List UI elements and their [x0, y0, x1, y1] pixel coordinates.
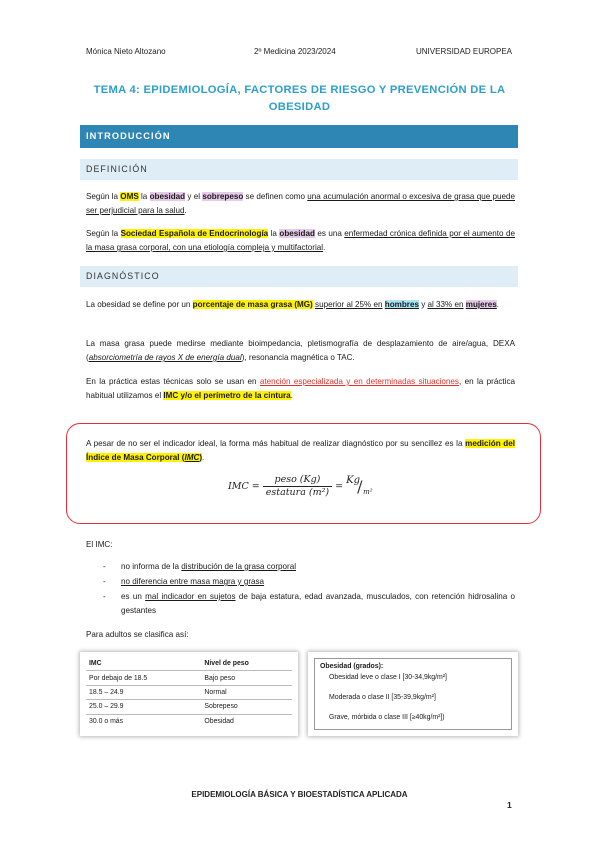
imc-list-item-1: [121, 560, 515, 574]
subsection-diagnostico: DIAGNÓSTICO: [80, 266, 518, 287]
text: .: [496, 300, 500, 309]
table-cell: 18.5 – 24.9: [86, 685, 201, 699]
underlined-threshold: al 33% en: [427, 300, 464, 309]
underlined-text: distribución de la grasa corporal: [181, 562, 297, 571]
text: la: [268, 229, 280, 238]
text: y: [418, 300, 428, 309]
table-row: [86, 700, 292, 714]
table-cell: Sobrepeso: [201, 700, 292, 714]
text: Según la: [86, 229, 121, 238]
formula-lhs: IMC =: [228, 481, 260, 492]
text: medición del Índice de Masa Corporal (: [86, 439, 515, 462]
header-author: Mónica Nieto Altozano: [86, 47, 166, 56]
imc-classification-table: [80, 652, 298, 736]
table-cell: Por debajo de 18.5: [86, 671, 201, 685]
title-line-1: TEMA 4: EPIDEMIOLOGÍA, FACTORES DE RIESGO Y PREVENCIÓN DE LA: [93, 84, 506, 96]
table-row: [86, 671, 292, 685]
text: se definen como: [243, 192, 308, 201]
red-underlined-text: atención especializada y en determinadas situaciones: [259, 377, 459, 386]
page-number: 1: [507, 800, 512, 810]
text: de baja estatura, edad avanzada, musculados, con retención hidrosalina o gestantes: [121, 592, 516, 615]
text: .: [290, 391, 293, 400]
dexa-expansion: absorciometría de rayos X de energía dual: [88, 353, 242, 362]
highlight-obesidad: obesidad: [279, 229, 315, 238]
obesity-grades-box: [314, 658, 512, 730]
highlight-hombres: hombres: [384, 300, 419, 309]
document-title: [70, 82, 529, 116]
subsection-definicion: DEFINICIÓN: [80, 159, 518, 180]
table-cell: 25.0 – 29.9: [86, 700, 201, 714]
imc-list-intro: El IMC:: [86, 540, 113, 549]
underlined-threshold: superior al 25% en: [315, 300, 383, 309]
text: La masa grasa puede medirse mediante bioimpedancia, pletismografía de desplazamiento de aire/agua, DEXA (: [86, 339, 515, 362]
imc-callout-text: [86, 437, 515, 465]
unit-m2: m²: [363, 487, 373, 496]
table-cell: Obesidad: [201, 714, 292, 728]
text: no informa de la: [121, 562, 182, 571]
diagnosis-methods-paragraph: [86, 337, 515, 365]
grade-item: Moderada o clase II [35-39,9kg/m²]: [329, 694, 436, 701]
definition-oms-paragraph: [86, 190, 515, 218]
list-dash: -: [103, 592, 106, 601]
imc-formula: [228, 474, 374, 499]
text: es un: [121, 592, 146, 601]
text: la: [138, 192, 150, 201]
text: .: [184, 206, 187, 215]
text: ), resonancia magnética o TAC.: [241, 353, 355, 362]
text: , en la práctica habitual utilizamos el: [86, 377, 515, 400]
underlined-text: no diferencia entre masa magra y grasa: [121, 577, 265, 586]
section-introduccion: INTRODUCCIÓN: [80, 125, 518, 148]
underlined-definition: una acumulación anormal o excesiva de grasa que puede ser perjudicial para la salud: [86, 192, 515, 215]
adults-classification-label: Para adultos se clasifica así:: [86, 630, 189, 639]
highlight-sobrepeso: sobrepeso: [202, 192, 244, 201]
text: y el: [185, 192, 203, 201]
formula-equals: =: [335, 481, 344, 492]
table-header-cell: IMC: [89, 660, 102, 668]
footer-subject: EPIDEMIOLOGÍA BÁSICA Y BIOESTADÍSTICA APLICADA: [191, 790, 408, 799]
text: Según la: [86, 192, 121, 201]
text: A pesar de no ser el indicador ideal, la forma más habitual de realizar diagnóstico por su sencillez es la: [86, 439, 466, 448]
diagnosis-mg-paragraph: [86, 298, 515, 312]
underlined-text: mal indicador en sujetos: [145, 592, 236, 601]
list-dash: -: [103, 577, 106, 586]
list-dash: -: [103, 562, 106, 571]
text: En la práctica estas técnicas solo se usan en: [86, 377, 260, 386]
definition-seen-paragraph: [86, 227, 515, 255]
imc-table: [86, 657, 292, 728]
formula-fraction: [263, 474, 332, 499]
highlight-mujeres: mujeres: [465, 300, 497, 309]
slash-glyph: /: [357, 476, 363, 496]
text: La obesidad se define por un: [86, 300, 193, 309]
imc-list-item-2: [121, 575, 515, 589]
grade-item: Grave, mórbida o clase III [≥40kg/m²]): [329, 714, 445, 721]
unit-kg: Kg: [346, 474, 361, 486]
diagnosis-practice-paragraph: [86, 375, 515, 403]
table-cell: Normal: [201, 685, 292, 699]
header-university: UNIVERSIDAD EUROPEA: [416, 47, 513, 56]
title-line-2: OBESIDAD: [268, 101, 331, 113]
table-row: [86, 685, 292, 699]
text: .: [202, 453, 205, 462]
grade-item: Obesidad leve o clase I [30-34,9kg/m²]: [329, 674, 447, 681]
obesity-grades-panel: [308, 652, 518, 736]
table-row: [86, 714, 292, 728]
highlight-masa-grasa: porcentaje de masa grasa (MG): [192, 300, 313, 309]
header-course: 2º Medicina 2023/2024: [254, 47, 336, 56]
highlight-obesidad: obesidad: [149, 192, 186, 201]
imc-list-item-3: [121, 590, 515, 618]
formula-numerator: peso (Kg): [263, 474, 332, 487]
table-header-row: [86, 657, 292, 671]
formula-unit: [346, 475, 374, 499]
highlight-oms: OMS: [120, 192, 139, 201]
table-cell: 30.0 o más: [86, 714, 201, 728]
table-header-cell: Nivel de peso: [204, 660, 249, 668]
text: es una: [314, 229, 345, 238]
imc-abbrev: IMC: [184, 453, 200, 462]
text: .: [323, 243, 326, 252]
text: ): [199, 453, 203, 462]
grades-title: Obesidad (grados):: [320, 663, 384, 670]
highlight-imc-cintura: IMC y/o el perímetro de la cintura: [163, 391, 291, 400]
underlined-definition: enfermedad crónica definida por el aumento de la masa grasa corporal, con una etiología compleja y multifactorial: [86, 229, 515, 252]
formula-denominator: estatura (m²): [265, 487, 330, 498]
highlight-seen: Sociedad Española de Endocrinología: [120, 229, 269, 238]
table-cell: Bajo peso: [201, 671, 292, 685]
